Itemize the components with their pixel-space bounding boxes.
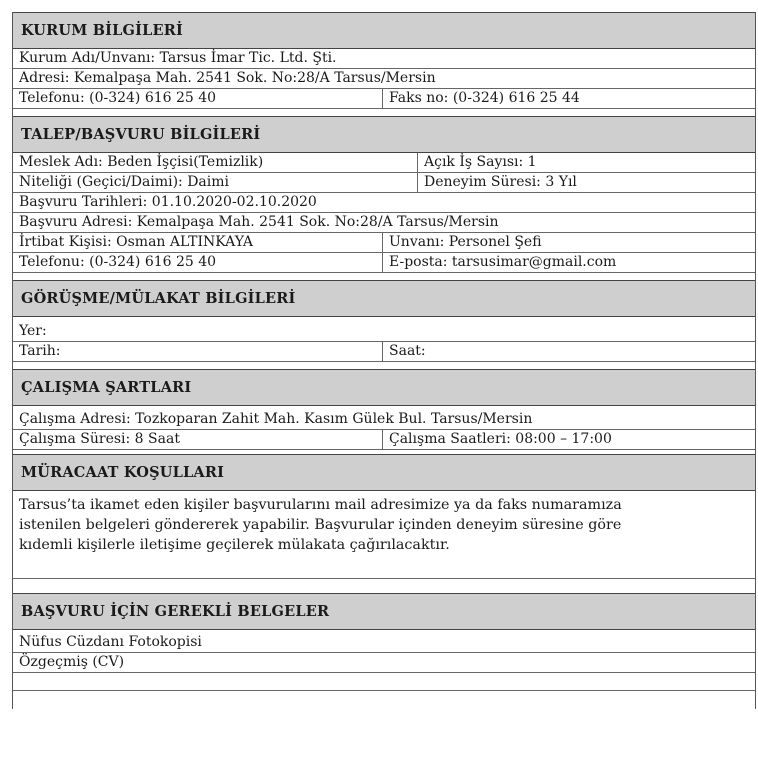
interview-place: Yer: (19, 323, 47, 339)
contact-person: İrtibat Kişisi: Osman ALTINKAYA (13, 233, 383, 252)
table-row (13, 89, 755, 109)
work-hours: Çalışma Saatleri: 08:00 – 17:00 (389, 431, 612, 447)
table-row (13, 410, 755, 430)
empty-row (13, 691, 755, 709)
list-item (13, 633, 755, 653)
table-row (13, 342, 755, 362)
institution-address: Adresi: Kemalpaşa Mah. 2541 Sok. No:28/A Tarsus/Mersin (19, 70, 436, 86)
interview-time: Saat: (389, 343, 426, 359)
table-row (13, 49, 755, 69)
table-row (13, 213, 755, 233)
required-document: Özgeçmiş (CV) (19, 654, 125, 670)
empty-row (13, 673, 755, 691)
table-row (13, 430, 755, 450)
table-row (13, 253, 755, 273)
table-row (13, 69, 755, 89)
application-address: Başvuru Adresi: Kemalpaşa Mah. 2541 Sok. No:28/A Tarsus/Mersin (19, 214, 499, 230)
conditions-line: istenilen belgeleri göndererek yapabilir. Başvurular içinden deneyim süresine göre (19, 517, 622, 533)
table-row (13, 233, 755, 253)
section-header-calisma: ÇALIŞMA ŞARTLARI (13, 369, 755, 406)
section-header-kurum: KURUM BİLGİLERİ (13, 12, 755, 49)
section-header-belgeler: BAŞVURU İÇİN GEREKLİ BELGELER (13, 593, 755, 630)
application-dates: Başvuru Tarihleri: 01.10.2020-02.10.2020 (19, 194, 317, 210)
contact-phone: Telefonu: (0-324) 616 25 40 (13, 253, 383, 272)
section-header-gorusme: GÖRÜŞME/MÜLAKAT BİLGİLERİ (13, 280, 755, 317)
table-row (13, 193, 755, 213)
work-address: Çalışma Adresi: Tozkoparan Zahit Mah. Kasım Gülek Bul. Tarsus/Mersin (19, 411, 533, 427)
table-row (13, 153, 755, 173)
section-header-talep: TALEP/BAŞVURU BİLGİLERİ (13, 116, 755, 153)
required-document: Nüfus Cüzdanı Fotokopisi (19, 634, 202, 650)
conditions-line: Tarsus’ta ikamet eden kişiler başvurularını mail adresimize ya da faks numaramıza (19, 497, 622, 513)
conditions-line: kıdemli kişilerle iletişime geçilerek mülakata çağırılacaktır. (19, 537, 450, 553)
institution-fax: Faks no: (0-324) 616 25 44 (389, 90, 580, 106)
section-header-muracaat: MÜRACAAT KOŞULLARI (13, 454, 755, 491)
work-duration: Çalışma Süresi: 8 Saat (13, 430, 383, 449)
profession-name: Meslek Adı: Beden İşçisi(Temizlik) (13, 153, 418, 172)
contact-email: E-posta: tarsusimar@gmail.com (389, 254, 617, 270)
table-row (13, 322, 755, 342)
institution-name: Kurum Adı/Unvanı: Tarsus İmar Tic. Ltd. Şti. (19, 50, 337, 66)
list-item (13, 653, 755, 673)
contact-title: Unvanı: Personel Şefi (389, 234, 542, 250)
experience-duration: Deneyim Süresi: 3 Yıl (424, 174, 577, 190)
application-conditions (13, 491, 755, 579)
table-row (13, 173, 755, 193)
interview-date: Tarih: (13, 342, 383, 361)
institution-phone: Telefonu: (0-324) 616 25 40 (13, 89, 383, 108)
job-quality: Niteliği (Geçici/Daimi): Daimi (13, 173, 418, 192)
application-form (12, 12, 756, 709)
open-positions: Açık İş Sayısı: 1 (424, 154, 537, 170)
